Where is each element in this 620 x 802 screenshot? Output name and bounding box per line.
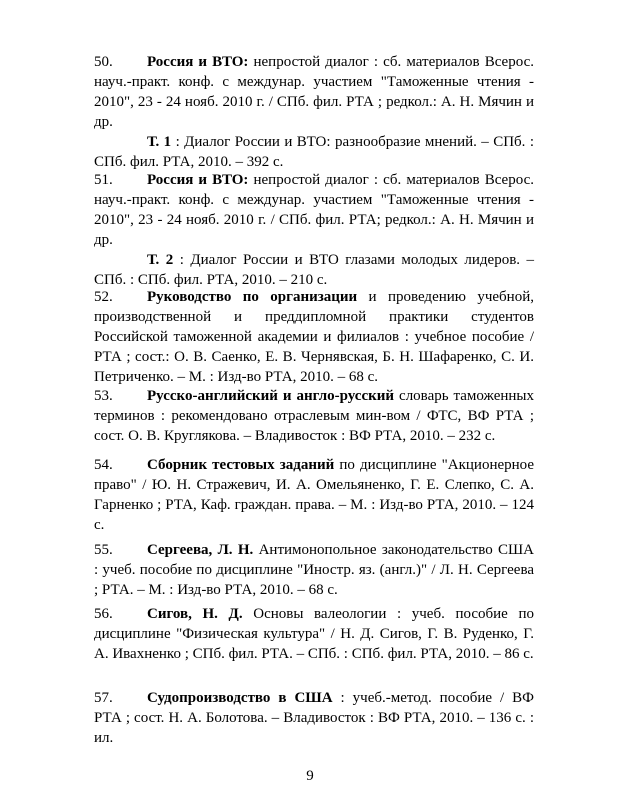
bibliography-entry-52: [94, 287, 534, 387]
entry-number: 53.: [94, 388, 113, 404]
entry-volume: [94, 132, 534, 172]
volume-label: Т. 2: [147, 252, 174, 268]
entry-volume: [94, 250, 534, 290]
bibliography-entry-56: [94, 604, 534, 664]
entry-text: по дисциплине "Акционерное право" / Ю. Н. Стражевич, И. А. Омельяненко, Г. Е. Слепко, С. А. Гарненко ; РТА, Каф. граждан. права. – М. : Изд-во РТА, 2010. – 124 с.: [94, 457, 535, 533]
bibliography-entry-55: [94, 540, 534, 600]
entry-number: 51.: [94, 172, 113, 188]
entry-title: Сборник тестовых заданий: [147, 457, 335, 473]
entry-text: словарь таможенных терминов : рекомендовано отраслевым мин-вом / ФТС, ВФ РТА ; сост. О. В. Круглякова. – Владивосток : ВФ РТА, 2010. – 232 с.: [94, 388, 535, 444]
volume-text: : Диалог России и ВТО глазами молодых лидеров. – СПб. : СПб. фил. РТА, 2010. – 210 с.: [94, 252, 534, 288]
entry-title: Сигов, Н. Д.: [147, 606, 243, 622]
bibliography-entry-51: [94, 170, 534, 290]
entry-number: 52.: [94, 289, 113, 305]
entry-title: Сергеева, Л. Н.: [147, 542, 254, 558]
bibliography-entry-57: [94, 688, 534, 748]
entry-number: 56.: [94, 606, 113, 622]
entry-number: 57.: [94, 690, 113, 706]
entry-title: Русско-английский и англо-русский: [147, 388, 395, 404]
entry-number: 50.: [94, 54, 113, 70]
volume-text: : Диалог России и ВТО: разнообразие мнений. – СПб. : СПб. фил. РТА, 2010. – 392 с.: [94, 134, 534, 170]
entry-title: Судопроизводство в США: [147, 690, 333, 706]
bibliography-entry-50: [94, 52, 534, 172]
bibliography-entry-54: [94, 455, 534, 535]
entry-title: Россия и ВТО:: [147, 54, 249, 70]
entry-text: непростой диалог : сб. материалов Всерос. науч.-практ. конф. с междунар. участием "Таможенные чтения - 2010", 23 - 24 нояб. 2010 г. / СПб. фил. РТА ; редкол.: А. Н. Мячин и др.: [94, 54, 534, 130]
entry-title: Россия и ВТО:: [147, 172, 249, 188]
bibliography-entry-53: [94, 386, 534, 446]
entry-text: непростой диалог : сб. материалов Всерос. науч.-практ. конф. с междунар. участием "Таможенные чтения - 2010", 23 - 24 нояб. 2010 г. / СПб. фил. РТА; редкол.: А. Н. Мячин и др.: [94, 172, 534, 248]
entry-number: 54.: [94, 457, 113, 473]
entry-number: 55.: [94, 542, 113, 558]
entry-title: Руководство по организации: [147, 289, 358, 305]
entry-text: Антимонопольное законодательство США : учеб. пособие по дисциплине "Иностр. яз. (англ.)" / Л. Н. Сергеева ; РТА. – М. : Изд-во РТА, 2010. – 68 с.: [94, 542, 534, 598]
entry-text: и проведению учебной, производственной и преддипломной практики студентов Российской таможенной академии и филиалов : учебное пособие / РТА ; сост.: О. В. Саенко, Е. В. Чернявская, Б. Н. Шафаренко, С. И. Петриченко. – М. : Изд-во РТА, 2010. – 68 с.: [94, 289, 534, 385]
page-number: 9: [306, 768, 314, 784]
entry-text: Основы валеологии : учеб. пособие по дисциплине "Физическая культура" / Н. Д. Сигов, Г. В. Руденко, Г. А. Ивахненко ; СПб. фил. РТА. – СПб. : СПб. фил. РТА, 2010. – 86 с.: [94, 606, 534, 662]
volume-label: Т. 1: [147, 134, 172, 150]
entry-text: : учеб.-метод. пособие / ВФ РТА ; сост. Н. А. Болотова. – Владивосток : ВФ РТА, 2010. – 136 с. : ил.: [94, 690, 534, 746]
